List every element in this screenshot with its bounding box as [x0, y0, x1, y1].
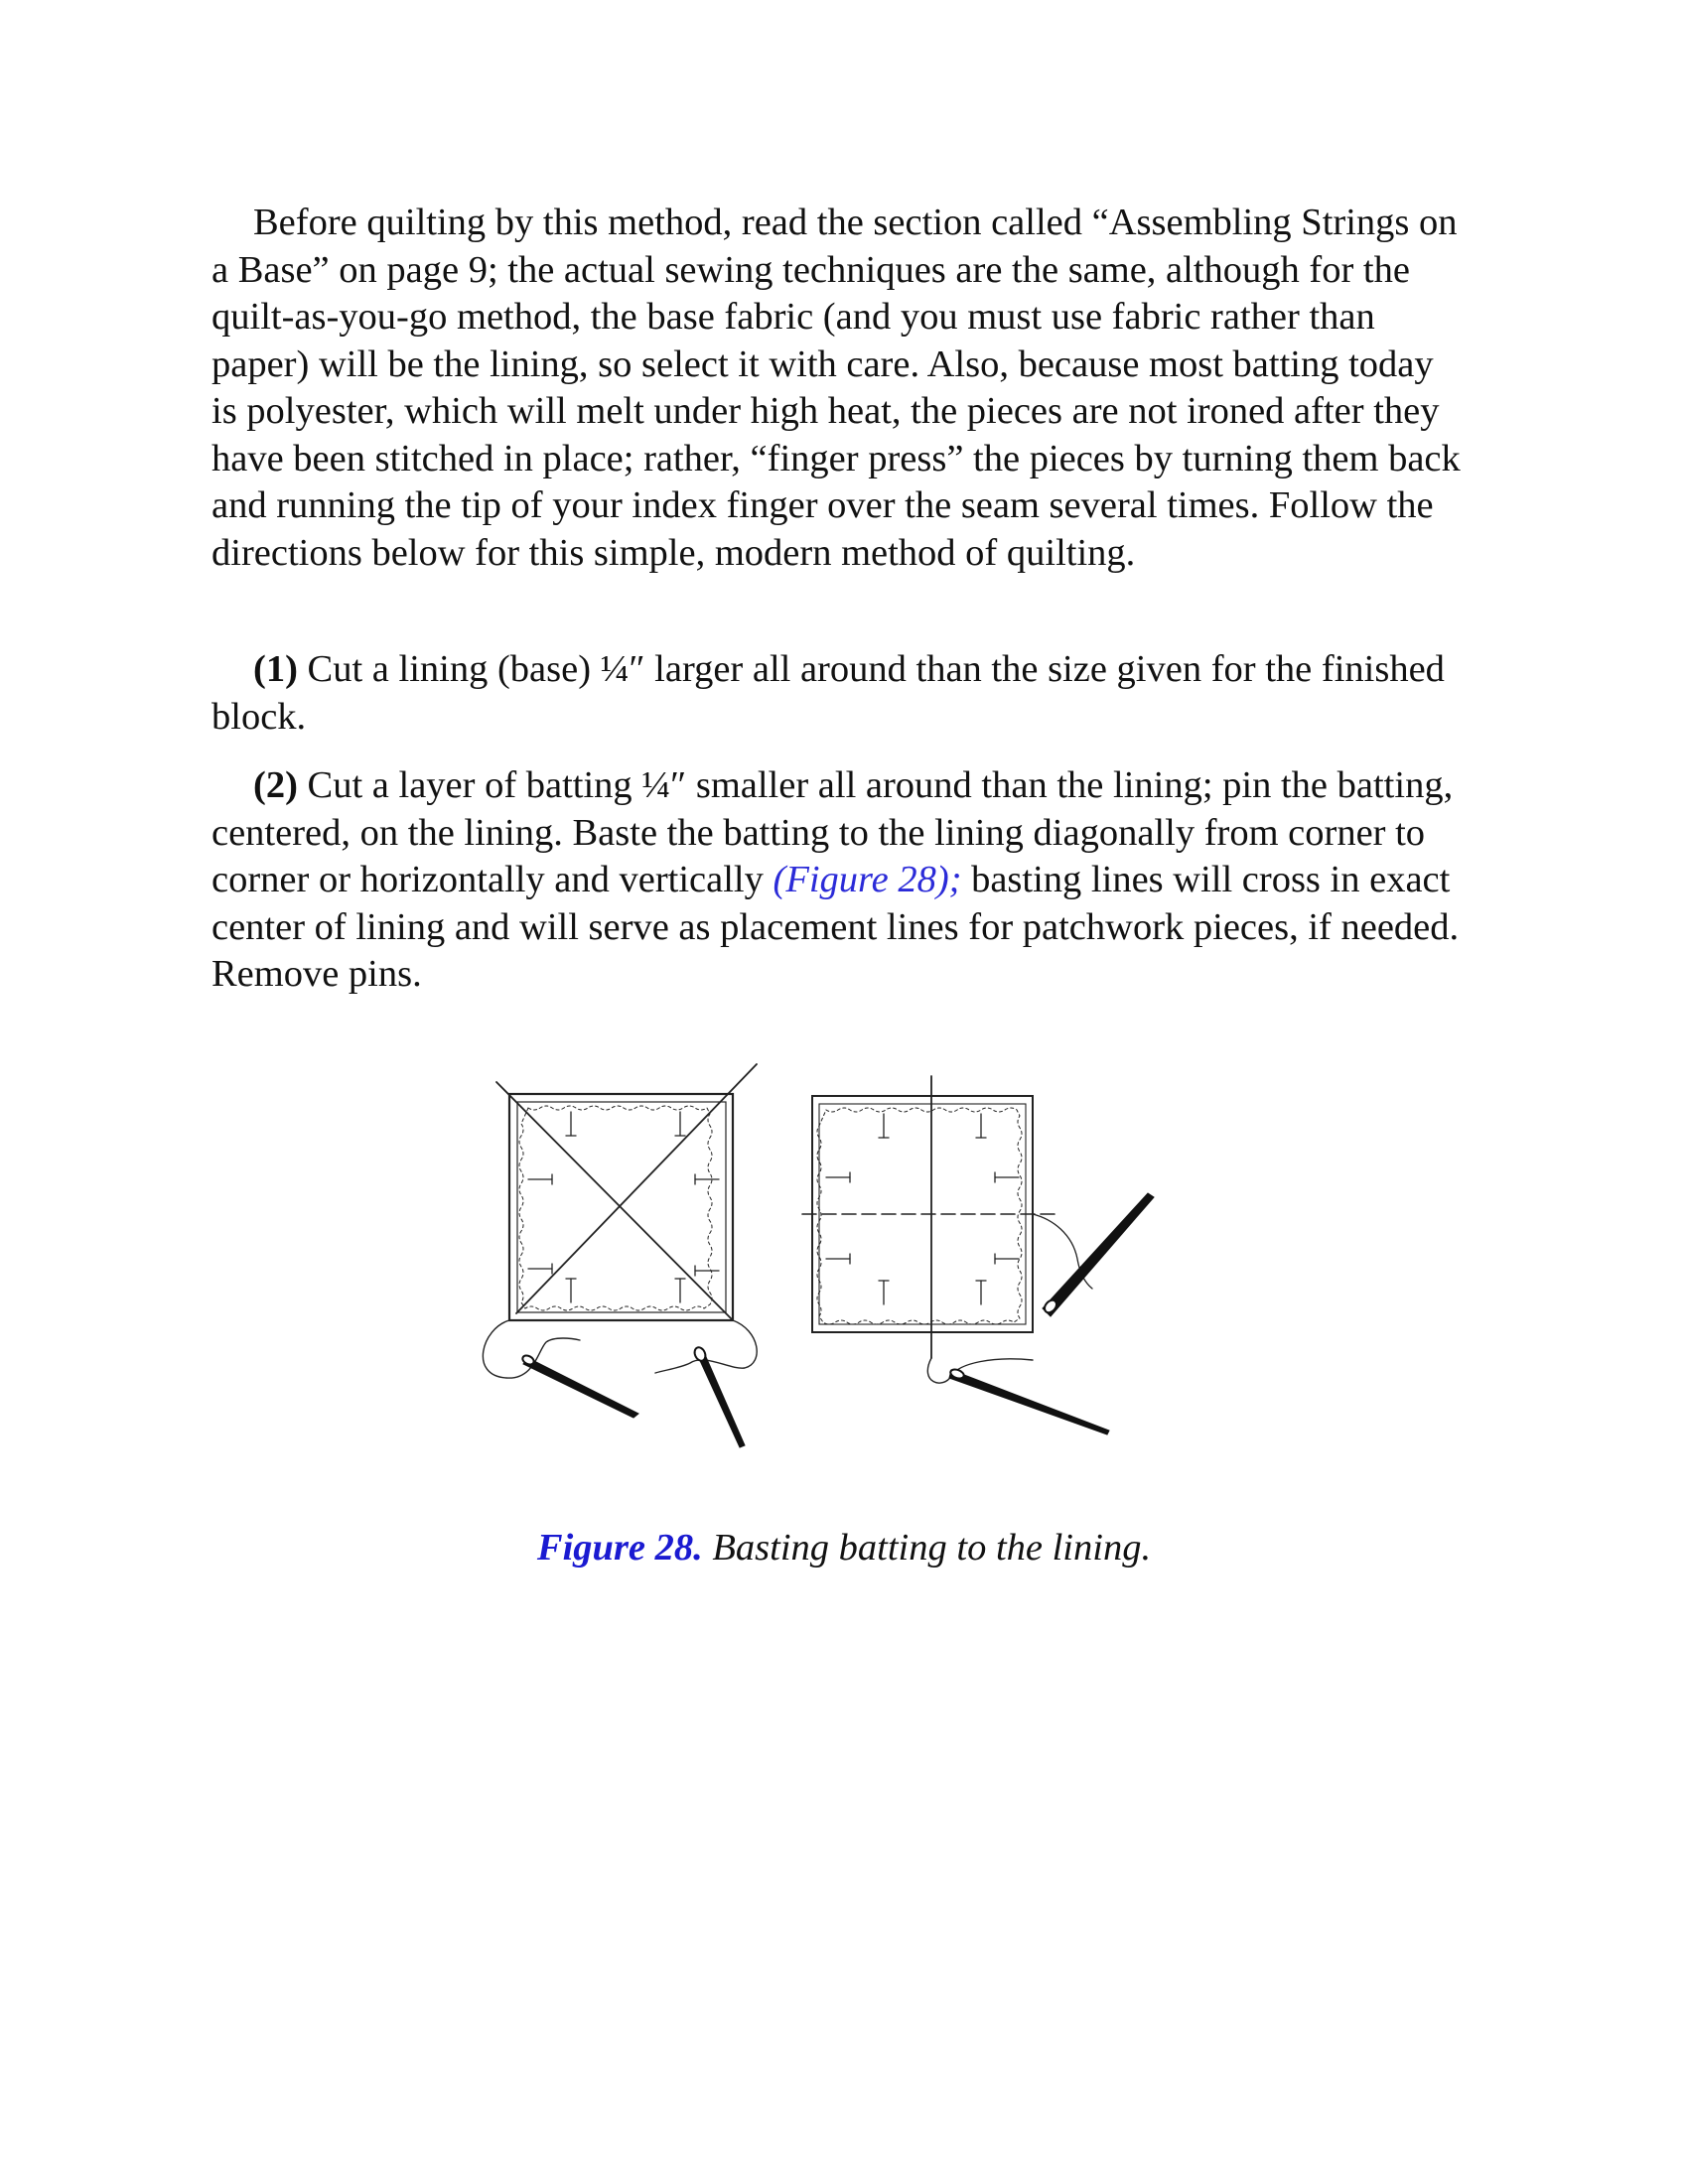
step-2-text-after: basting lines will cross in exact center of lining and will serve as placement lines for patchwork pieces, if needed. Remove pins.: [211, 859, 1460, 995]
right-block-grid-basting: [802, 1076, 1092, 1383]
needle-left-2: [697, 1350, 745, 1447]
step-1-number: (1): [253, 648, 298, 690]
basting-diagram: [477, 1060, 1192, 1457]
figure-28-link[interactable]: (Figure 28);: [773, 859, 962, 900]
figure-28-caption-label: Figure 28.: [536, 1527, 703, 1569]
left-block-diagonal-basting: [483, 1064, 757, 1378]
needle-right-bottom: [949, 1370, 1109, 1434]
step-1-text: Cut a lining (base) ¼″ larger all around than the size given for the finished block.: [211, 648, 1445, 738]
step-2-number: (2): [253, 764, 298, 806]
figure-28-caption: [0, 1526, 1688, 1570]
intro-paragraph: Before quilting by this method, read the section called “Assembling Strings on a Base” on page 9; the actual sewing techniques are the same, although for the quilt-as-you-go method, the base fabric (and you must use fabric rather than paper) will be the lining, so select it with care. Also, because most batting today is polyester, which will melt under high heat, the pieces are not ironed after they have been stitched in place; rather, “finger press” the pieces by turning them back and running the tip of your index finger over the seam several times. Follow the directions below for this simple, modern method of quilting.: [211, 202, 1461, 574]
step-2-text-before: Cut a layer of batting ¼″ smaller all around than the lining; pin the batting, centered, on the lining. Baste the batting to the lining diagonally from corner to corner or horizontally and vertically: [211, 764, 1454, 900]
step-2-paragraph: [211, 762, 1465, 999]
step-1-paragraph: [211, 646, 1465, 741]
figure-28-caption-text: Basting batting to the lining.: [712, 1527, 1152, 1569]
needle-right-side: [1043, 1193, 1154, 1316]
needle-left-1: [523, 1358, 638, 1418]
figure-28-illustration: [477, 1060, 1192, 1457]
